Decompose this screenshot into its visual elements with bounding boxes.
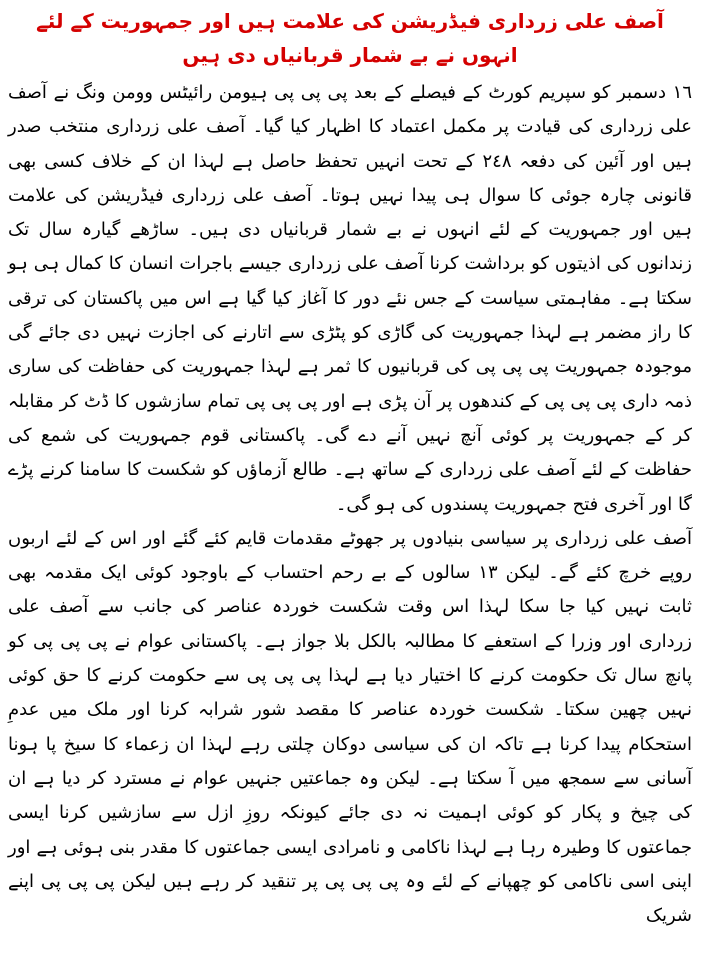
article-paragraph-2: آصف علی زرداری پر سیاسی بنیادوں پر جھوٹے مقدمات قایم کئے گئے اور اس کے لئے اربوں روپے خرچ کئے گے۔ لیکن ١٣ سالوں کے بے رحم احتساب کے باوجود کوئی ایک مقدمہ بھی ثابت نہیں کیا جا سکا لہذا اس وقت شکست خوردہ عناصر کی جانب سے آصف علی زرداری اور وزرا کے استعفے کا مطالبہ بالکل بلا جواز ہے۔ پاکستانی عوام نے پی پی پی کو پانچ سال تک حکومت کرنے کا اختیار دیا ہے لہذا پی پی پی سے حکومت کرنے کا حق کوئی نہیں چھین سکتا۔ شکست خوردہ عناصر کا مقصد شور شرابہ کرنا اور ملک میں عدمِ استحکام پیدا کرنا ہے تاکہ ان کی سیاسی دوکان چلتی رہے لہذا ان زعماء کا سیخ پا ہونا آسانی سے سمجھ میں آ سکتا ہے۔ لیکن وہ جماعتیں جنہیں عوام نے مسترد کر دیا ہے ان کی چیخ و پکار کو کوئی اہمیت نہ دی جائے کیونکہ روزِ ازل سے سازشیں کرنا ایسی جماعتوں کا وطیرہ رہا ہے لہذا ناکامی و نامرادی ایسی جماعتوں کا مقدر بنی ہوئی ہے اور اپنی اسی ناکامی کو چھپانے کے لئے وہ پی پی پی پر تنقید کر رہے ہیں لیکن پی پی پی اپنے شریک <box>8 527 692 927</box>
article-paragraph-1: ١٦ دسمبر کو سپریم کورٹ کے فیصلے کے بعد پی پی پی ہیومن رائیٹس وومن ونگ نے آصف علی زرداری کی قیادت پر مکمل اعتماد کا اظہار کیا گیا۔ آصف علی زرداری منتخب صدر ہیں اور آئین کی دفعہ ٢٤٨ کے تحت انہیں تحفظ حاصل ہے لہذا ان کے خلاف کسی بھی قانونی چارہ جوئی کا سوال ہی پیدا نہیں ہوتا۔ آصف علی زرداری فیڈریشن کی علامت ہیں اور جمہوریت کے لئے انہوں نے بے شمار قربانیاں دی ہیں۔ ساڑھے گیارہ سال تک زندانوں کی اذیتوں کو برداشت کرنا آصف علی زرداری جیسے باجرات انسان کا کمال ہی ہو سکتا ہے۔ مفاہمتی سیاست کے جس نئے دور کا آغاز کیا گیا ہے اس میں پاکستان کی ترقی کا راز مضمر ہے لہذا جمہوریت کی گاڑی کو پٹڑی سے اتارنے کی اجازت نہیں دی جائے گی موجودہ جمہوریت پی پی پی کی قربانیوں کا ثمر ہے لہذا جمہوریت کی حفاظت کی ساری ذمہ داری پی پی پی کے کندھوں پر آن پڑی ہے اور پی پی پی تمام سازشوں کا ڈٹ کر مقابلہ کر کے جمہوریت پر کوئی آنچ نہیں آنے دے گی۔ پاکستانی قوم جمہوریت کی شمع کی حفاظت کے لئے آصف علی زرداری کے ساتھ ہے۔ طالع آزماؤں کو شکست کا سامنا کرنے پڑے گا اور آخری فتح جمہوریت پسندوں کی ہو گی۔ <box>8 82 692 515</box>
article-headline: آصف علی زرداری فیڈریشن کی علامت ہیں اور جمہوریت کے لئے انہوں نے بے شمار قربانیاں دی ہیں <box>36 9 664 67</box>
